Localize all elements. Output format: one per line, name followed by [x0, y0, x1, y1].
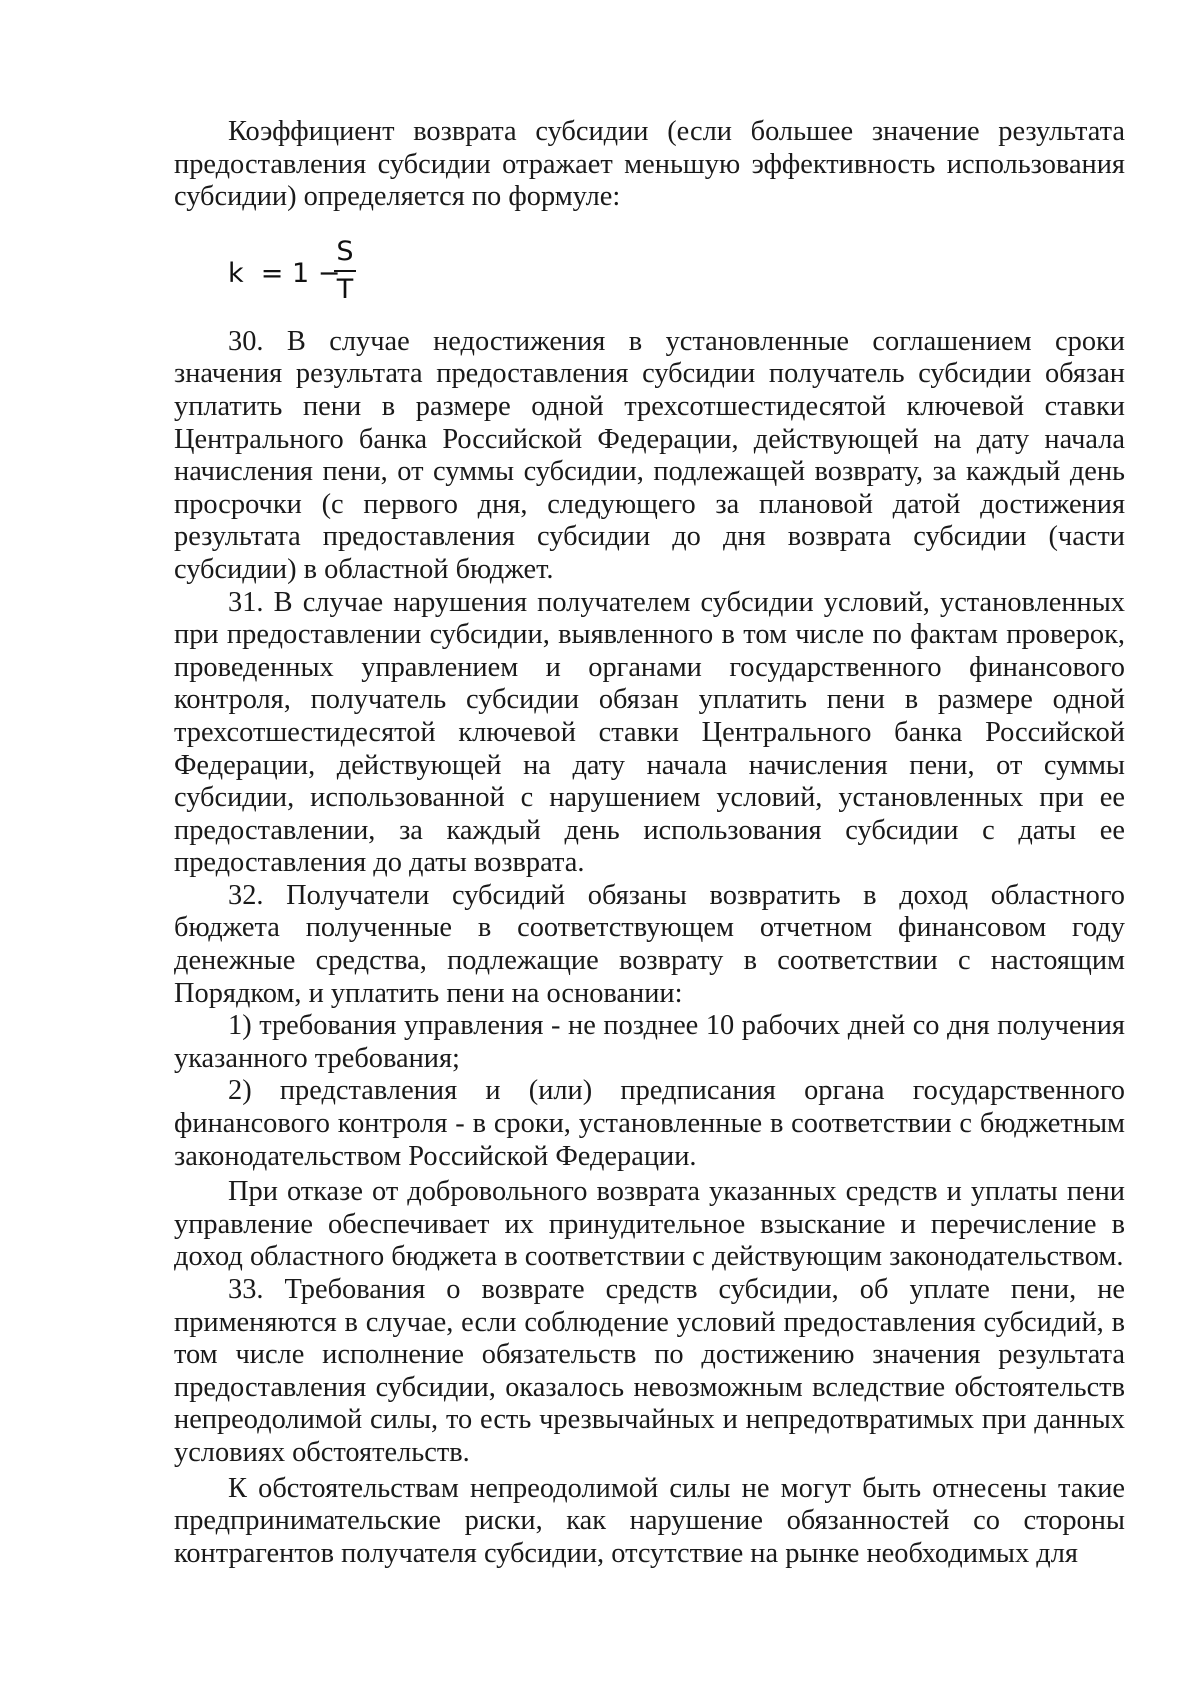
formula-left-side: k = 1 −: [228, 257, 341, 289]
paragraph-31: 31. В случае нарушения получателем субсидии условий, установленных при предоставлении субсидии, выявленного в том числе по фактам проверок, проведенных управлением и органами государственного финансового контроля, получатель субсидии обязан уплатить пени в размере одной трехсотшестидесятой ключевой ставки Центрального банка Российской Федерации, действующей на дату начала начисления пени, от суммы субсидии, использованной с нарушением условий, установленных при ее предоставлении, за каждый день использования субсидии с даты ее предоставления до даты возврата.: [174, 586, 1125, 879]
document-page: [174, 116, 1125, 1570]
paragraph-33: 33. Требования о возврате средств субсидии, об уплате пени, не применяются в случае, если соблюдение условий предоставления субсидий, в том числе исполнение обязательств по достижению значения результата предоставления субсидии, оказалось невозможным вследствие обстоятельств непреодолимой силы, то есть чрезвычайных и непредотвратимых при данных условиях обстоятельств.: [174, 1274, 1125, 1468]
paragraph-force-majeure: К обстоятельствам непреодолимой силы не могут быть отнесены такие предпринимательские риски, как нарушение обязанностей со стороны контрагентов получателя субсидии, отсутствие на рынке необходимых для: [174, 1472, 1125, 1569]
paragraph-30: 30. В случае недостижения в установленные соглашением сроки значения результата предоставления субсидии получатель субсидии обязан уплатить пени в размере одной трехсотшестидесятой ключевой ставки Центрального банка Российской Федерации, действующей на дату начала начисления пени, от суммы субсидии, подлежащей возврату, за каждый день просрочки (с первого дня, следующего за плановой датой достижения результата предоставления субсидии до дня возврата субсидии (части субсидии) в областной бюджет.: [174, 325, 1125, 585]
formula-numerator: S: [336, 235, 354, 267]
fraction-bar: [334, 270, 356, 272]
paragraph-32-item-2: 2) представления и (или) предписания органа государственного финансового контроля - в сроки, установленные в соответствии с бюджетным законодательством Российской Федерации.: [174, 1075, 1125, 1172]
formula-fraction: [334, 236, 356, 306]
formula-denominator: T: [336, 273, 354, 305]
intro-paragraph: Коэффициент возврата субсидии (если большее значение результата предоставления субсидии отражает меньшую эффективность использования субсидии) определяется по формуле:: [174, 116, 1125, 213]
paragraph-refusal: При отказе от добровольного возврата указанных средств и уплаты пени управление обеспечивает их принудительное взыскание и перечисление в доход областного бюджета в соответствии с действующим законодательством.: [174, 1176, 1125, 1273]
refund-coefficient-formula: [174, 236, 1125, 306]
paragraph-32-item-1: 1) требования управления - не позднее 10 рабочих дней со дня получения указанного требования;: [174, 1010, 1125, 1074]
paragraph-32: 32. Получатели субсидий обязаны возвратить в доход областного бюджета полученные в соответствующем отчетном финансовом году денежные средства, подлежащие возврату в соответствии с настоящим Порядком, и уплатить пени на основании:: [174, 879, 1125, 1009]
